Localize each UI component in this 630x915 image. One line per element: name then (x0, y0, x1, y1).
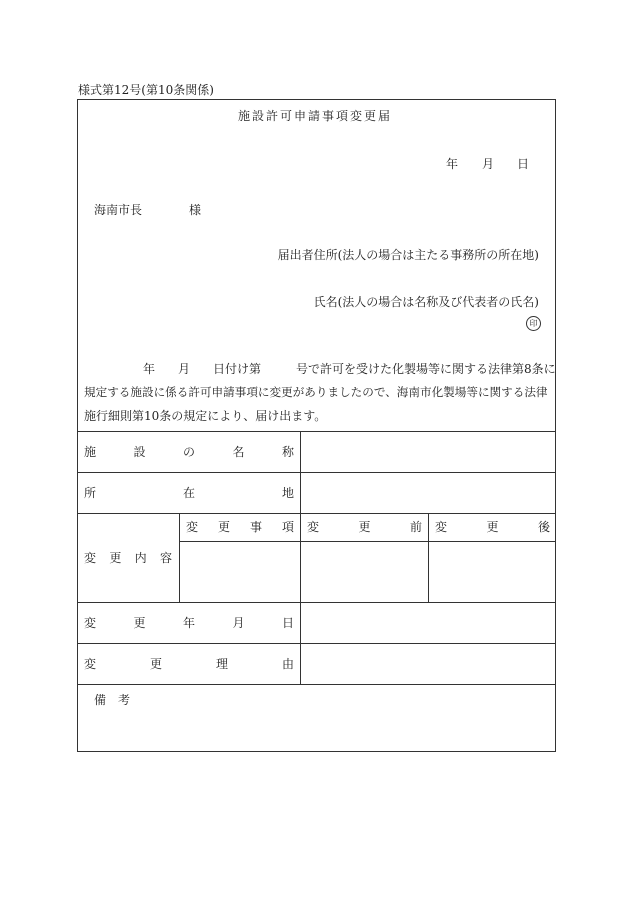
label-char: 容 (159, 551, 172, 565)
label-char: 変 (84, 657, 97, 671)
label-char: 月 (232, 616, 245, 630)
body-line1-year: 年 (143, 362, 156, 376)
label-char: 事 (249, 520, 262, 534)
label-char: 施 (84, 445, 97, 459)
label-char: 名 (232, 445, 245, 459)
label-char: 日 (281, 616, 294, 630)
label-char: 地 (281, 486, 294, 500)
label-char: 更 (358, 520, 371, 534)
label-char: 項 (281, 520, 294, 534)
applicant-name-label: 氏名(法人の場合は名称及び代表者の氏名) (313, 295, 539, 309)
label-char: 在 (182, 486, 195, 500)
change-content-label (84, 552, 172, 564)
addressee-honorific: 様 (189, 203, 202, 217)
label-char: 内 (134, 551, 147, 565)
label-char: 更 (109, 551, 122, 565)
label-char: 年 (182, 616, 195, 630)
label-char: 称 (281, 445, 294, 459)
date-day: 日 (517, 157, 530, 171)
body-line3: 施行細則第10条の規定により、届け出ます。 (84, 409, 327, 423)
form-title: 施設許可申請事項変更届 (237, 109, 392, 123)
remarks-label (94, 694, 130, 706)
label-char: 変 (435, 520, 448, 534)
label-char: 更 (486, 520, 499, 534)
after-change-header (435, 521, 550, 533)
addressee-name: 海南市長 (94, 203, 143, 217)
label-char: 設 (133, 445, 146, 459)
label-char: 所 (84, 486, 97, 500)
location-label (84, 487, 294, 499)
label-char: 変 (84, 616, 97, 630)
label-char: 考 (117, 693, 130, 707)
label-char: 変 (84, 551, 97, 565)
label-char: 更 (217, 520, 230, 534)
label-char: 後 (537, 520, 550, 534)
body-line1-day-no: 日付け第 (213, 362, 262, 376)
before-change-header (307, 521, 422, 533)
form-frame (77, 99, 556, 752)
change-date-label (84, 617, 294, 629)
label-char: 更 (149, 657, 162, 671)
change-reason-label (84, 658, 294, 670)
label-char: の (182, 445, 195, 459)
label-char: 理 (215, 657, 228, 671)
applicant-address-label: 届出者住所(法人の場合は主たる事務所の所在地) (277, 248, 539, 262)
label-char: 由 (281, 657, 294, 671)
seal-mark: 印 (526, 316, 541, 331)
date-year: 年 (446, 157, 459, 171)
form-number: 様式第12号(第10条関係) (78, 83, 214, 97)
label-char: 変 (186, 520, 199, 534)
body-line1-rest: 号で許可を受けた化製場等に関する法律第8条に (296, 362, 556, 376)
label-char: 前 (409, 520, 422, 534)
label-char: 更 (133, 616, 146, 630)
facility-name-label (84, 446, 294, 458)
date-month: 月 (482, 157, 495, 171)
label-char: 備 (94, 693, 107, 707)
body-line2: 規定する施設に係る許可申請事項に変更がありましたので、海南市化製場等に関する法律 (84, 385, 548, 399)
change-item-header (186, 521, 294, 533)
body-line1-month: 月 (178, 362, 191, 376)
label-char: 変 (307, 520, 320, 534)
